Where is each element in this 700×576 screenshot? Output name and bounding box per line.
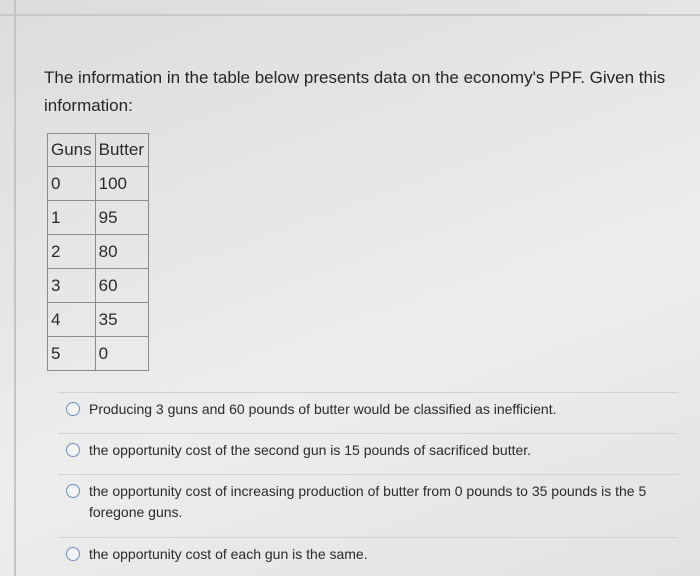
left-border	[14, 0, 16, 576]
question-prompt: The information in the table below presents data on the economy's PPF. Given this information:	[44, 68, 666, 115]
butter-cell: 95	[95, 201, 148, 235]
ppf-table	[47, 133, 149, 371]
answer-option-label: the opportunity cost of increasing production of butter from 0 pounds to 35 pounds is the 5 foregone guns.	[89, 483, 647, 520]
column-header-guns: Guns	[48, 134, 96, 167]
table-row	[48, 337, 149, 371]
guns-cell: 0	[48, 167, 96, 201]
table-row	[48, 269, 149, 303]
radio-button-icon[interactable]	[66, 402, 80, 416]
butter-cell: 100	[95, 167, 148, 201]
radio-button-icon[interactable]	[66, 484, 80, 498]
guns-cell: 4	[48, 303, 96, 337]
radio-button-icon[interactable]	[66, 547, 80, 561]
table-row	[48, 235, 149, 269]
table-row	[48, 201, 149, 235]
guns-cell: 3	[48, 269, 96, 303]
butter-cell: 60	[95, 269, 148, 303]
answer-option-label: Producing 3 guns and 60 pounds of butter would be classified as inefficient.	[89, 401, 557, 417]
butter-cell: 80	[95, 235, 148, 269]
table-row	[48, 303, 149, 337]
table-row	[48, 167, 149, 201]
answer-option-label: the opportunity cost of the second gun is 15 pounds of sacrificed butter.	[89, 442, 532, 458]
radio-button-icon[interactable]	[66, 443, 80, 457]
answer-option-3[interactable]	[58, 474, 678, 537]
guns-cell: 2	[48, 235, 96, 269]
answer-option-1[interactable]	[58, 392, 678, 433]
guns-cell: 5	[48, 337, 96, 371]
butter-cell: 35	[95, 303, 148, 337]
butter-cell: 0	[95, 337, 148, 371]
answer-option-2[interactable]	[58, 433, 678, 474]
column-header-butter: Butter	[95, 134, 148, 167]
answer-option-4[interactable]	[58, 537, 678, 574]
top-border	[0, 14, 700, 16]
guns-cell: 1	[48, 201, 96, 235]
answer-options	[58, 392, 678, 574]
table-header-row	[48, 134, 149, 167]
answer-option-label: the opportunity cost of each gun is the same.	[89, 546, 368, 562]
